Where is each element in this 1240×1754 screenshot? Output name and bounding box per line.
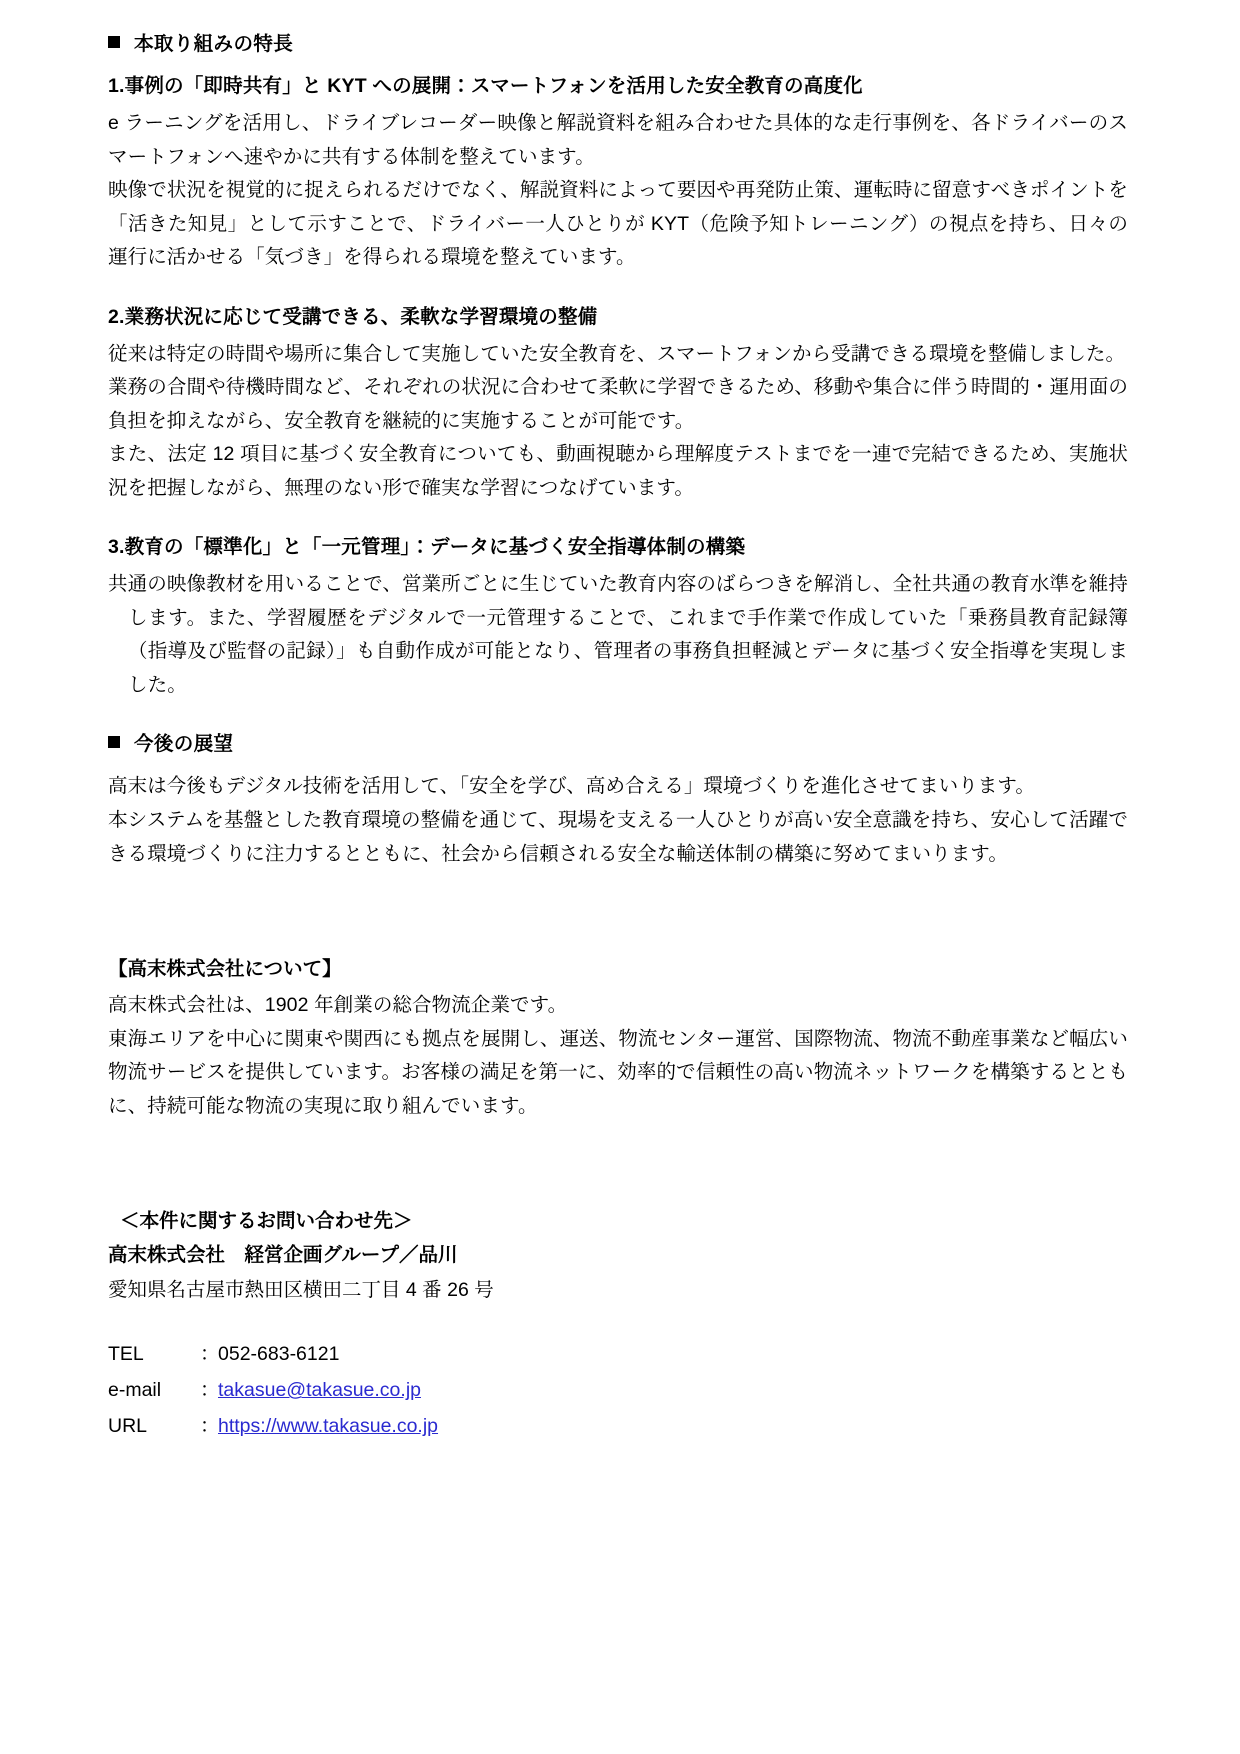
feature-2-paragraph-3: また、法定 12 項目に基づく安全教育についても、動画視聴から理解度テストまでを一連で完結できるため、実施状況を把握しながら、無理のない形で確実な学習につなげています。 — [108, 443, 1128, 499]
feature-item-2 — [108, 301, 1128, 506]
contact-tel-value: 052-683-6121 — [218, 1343, 340, 1366]
spacer — [108, 897, 1128, 953]
outlook-paragraph-2: 本システムを基盤とした教育環境の整備を通じて、現場を支える一人ひとりが高い安全意識を持ち、安心して活躍できる環境づくりに注力するとともに、社会から信頼される安全な輸送体制の構築に努めてまいります。 — [108, 808, 1128, 865]
outlook-paragraph-1: 高末は今後もデジタル技術を活用して、「安全を学び、高め合える」環境づくりを進化させてまいります。 — [108, 775, 1036, 798]
feature-item-1 — [108, 70, 1128, 275]
feature-1-paragraph-2: 映像で状況を視覚的に捉えられるだけでなく、解説資料によって要因や再発防止策、運転時に留意すべきポイントを「活きた知見」として示すことで、ドライバー一人ひとりが KYT（危険予知トレーニング）の視点を持ち、日々の運行に活かせる「気づき」を得られる環境を整えています。 — [108, 179, 1128, 269]
contact-tel-label: TEL — [108, 1343, 144, 1366]
square-bullet-icon — [108, 36, 120, 48]
contact-url-label: URL — [108, 1415, 148, 1438]
feature-3-heading: 3.教育の「標準化」と「一元管理」：データに基づく安全指導体制の構築 — [108, 536, 746, 559]
contact-title: ＜本件に関するお問い合わせ先＞ — [120, 1210, 413, 1233]
contact-organization: 高末株式会社 経営企画グループ／品川 — [108, 1244, 458, 1267]
contact-email-label: e-mail — [108, 1379, 162, 1402]
feature-2-paragraph-2: 業務の合間や待機時間など、それぞれの状況に合わせて柔軟に学習できるため、移動や集合に伴う時間的・運用面の負担を抑えながら、安全教育を継続的に実施することが可能です。 — [108, 376, 1128, 432]
square-bullet-icon — [108, 736, 120, 748]
contact-row-email — [108, 1372, 1128, 1408]
contact-email-colon: ： — [200, 1379, 220, 1402]
contact-email-link[interactable]: takasue@takasue.co.jp — [218, 1379, 421, 1402]
feature-1-heading: 1.事例の「即時共有」と KYT への展開：スマートフォンを活用した安全教育の高度化 — [108, 75, 863, 97]
outlook-heading-label: 今後の展望 — [134, 733, 234, 756]
contact-detail-rows — [108, 1336, 1128, 1444]
features-heading-label: 本取り組みの特長 — [134, 33, 294, 55]
about-company-section — [108, 953, 1128, 1123]
contact-url-link[interactable]: https://www.takasue.co.jp — [218, 1415, 439, 1438]
contact-section — [108, 1205, 1128, 1444]
feature-2-heading: 2.業務状況に応じて受講できる、柔軟な学習環境の整備 — [108, 305, 598, 328]
contact-row-tel — [108, 1336, 1128, 1372]
about-company-title: 【高末株式会社について】 — [108, 958, 342, 981]
contact-address: 愛知県名古屋市熱田区横田二丁目 4 番 26 号 — [108, 1279, 494, 1302]
feature-1-paragraph-1: e ラーニングを活用し、ドライブレコーダー映像と解説資料を組み合わせた具体的な走行事例を、各ドライバーのスマートフォンへ速やかに共有する体制を整えています。 — [108, 112, 1128, 168]
contact-url-colon: ： — [200, 1415, 220, 1438]
about-company-paragraph-1: 高末株式会社は、1902 年創業の総合物流企業です。 — [108, 994, 568, 1017]
about-company-paragraph-2: 東海エリアを中心に関東や関西にも拠点を展開し、運送、物流センター運営、国際物流、物流不動産事業など幅広い物流サービスを提供しています。お客様の満足を第一に、効率的で信頼性の高い物流ネットワークを構築するとともに、持続可能な物流の実現に取り組んでいます。 — [108, 1027, 1128, 1117]
feature-item-3 — [108, 531, 1128, 702]
spacer — [108, 1149, 1128, 1205]
feature-3-paragraph-1: 共通の映像教材を用いることで、営業所ごとに生じていた教育内容のばらつきを解消し、全社共通の教育水準を維持します。また、学習履歴をデジタルで一元管理することで、これまで手作業で作成していた「乗務員教育記録簿（指導及び監督の記録）」も自動作成が可能となり、管理者の事務負担軽減とデータに基づく安全指導を実現しました。 — [108, 573, 1128, 696]
contact-tel-colon: ： — [200, 1343, 220, 1366]
contact-row-url — [108, 1408, 1128, 1444]
outlook-body — [108, 770, 1128, 871]
outlook-heading — [108, 728, 1128, 756]
feature-2-paragraph-1: 従来は特定の時間や場所に集合して実施していた安全教育を、スマートフォンから受講できる環境を整備しました。 — [108, 342, 1126, 365]
features-heading — [108, 28, 1128, 56]
